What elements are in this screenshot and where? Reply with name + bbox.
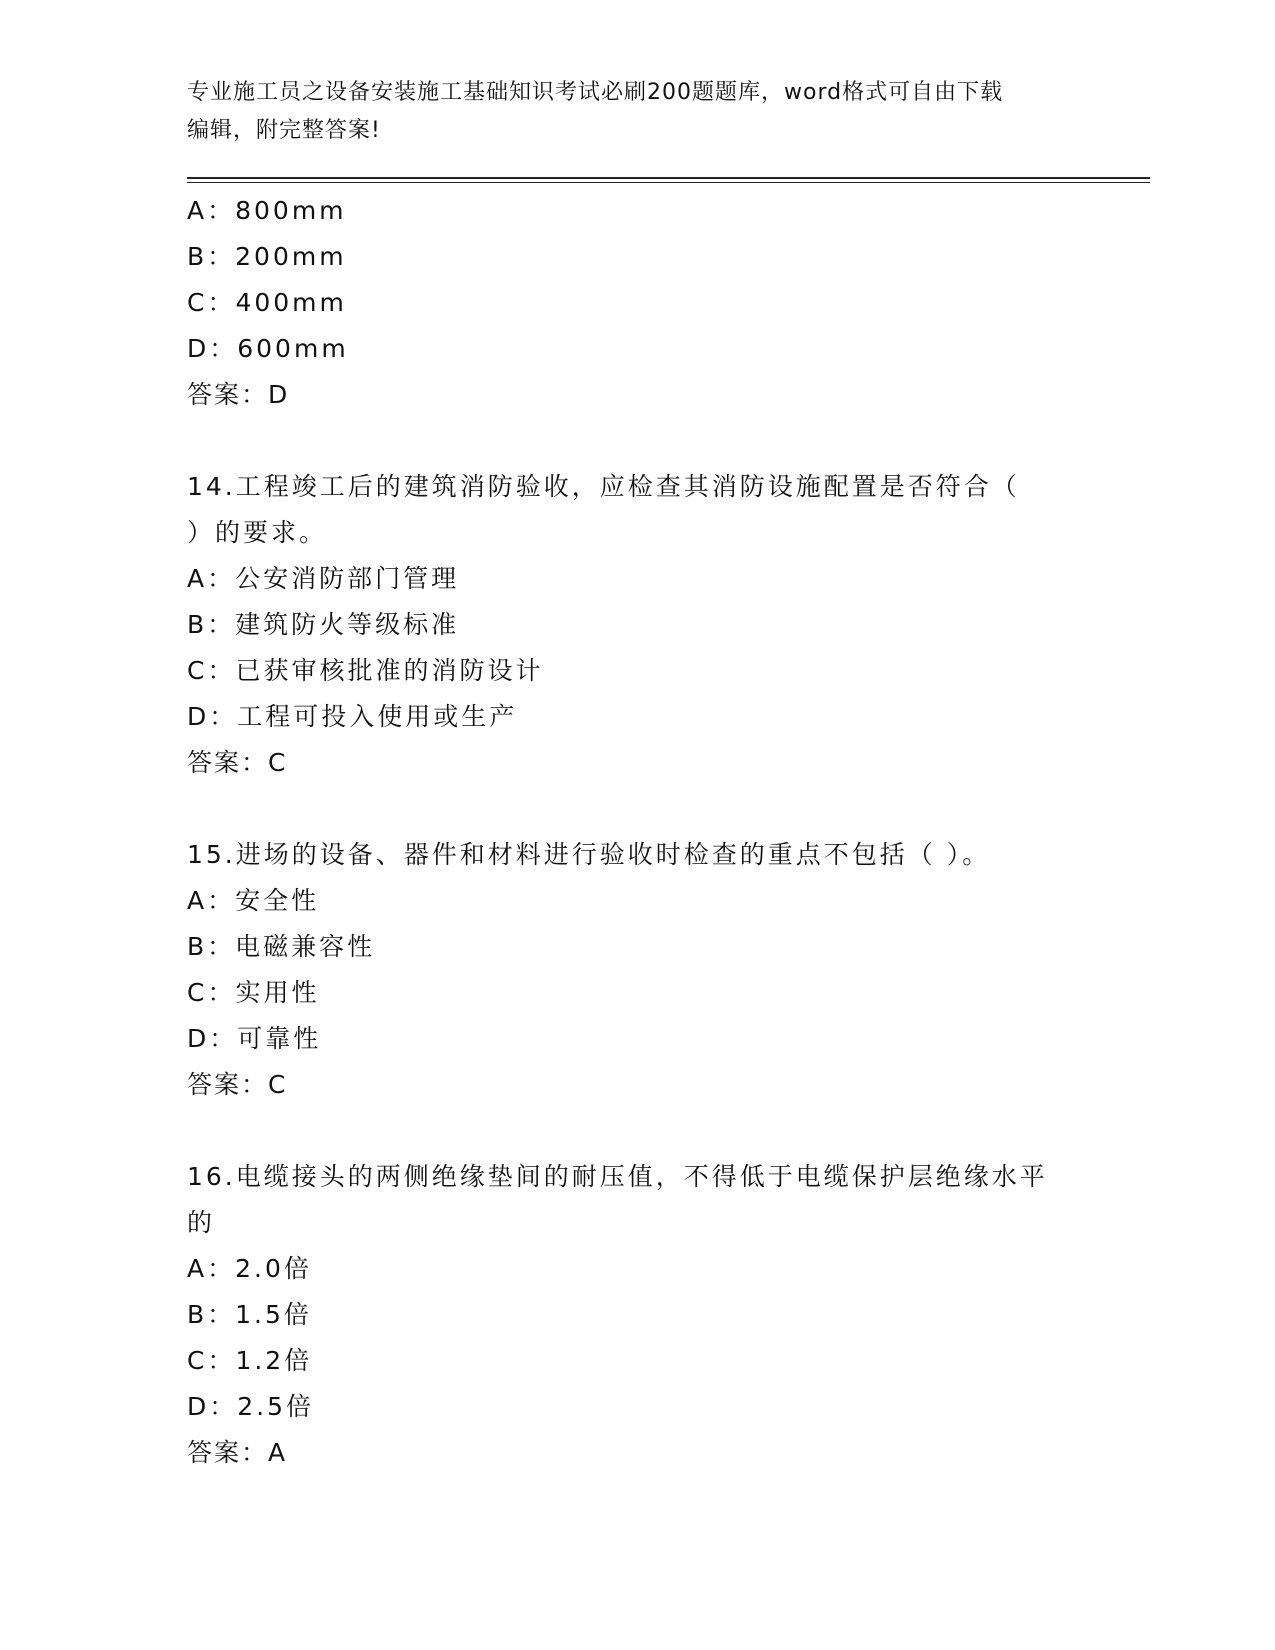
question-15: [187, 832, 1087, 1108]
header-line-2: 编辑，附完整答案!: [187, 118, 381, 143]
q14-stem-line-2: ）的要求。: [187, 518, 328, 547]
q16-stem-line-1: 16.电缆接头的两侧绝缘垫间的耐压值，不得低于电缆保护层绝缘水平: [187, 1162, 1048, 1191]
q15-option-b: B：电磁兼容性: [187, 932, 376, 961]
q15-option-c: C：实用性: [187, 978, 320, 1007]
question-14: [187, 464, 1087, 786]
q14-stem-line-1: 14.工程竣工后的建筑消防验收，应检查其消防设施配置是否符合（: [187, 472, 1020, 501]
question-13: [187, 188, 1087, 418]
document-header: [187, 74, 1087, 150]
q15-option-d: D：可靠性: [187, 1024, 322, 1053]
q16-option-c: C：1.2倍: [187, 1346, 313, 1375]
question-content: [187, 188, 1087, 1476]
q15-answer: 答案：C: [187, 1070, 288, 1099]
q14-option-c: C：已获审核批准的消防设计: [187, 656, 544, 685]
spacer: [187, 786, 1087, 832]
q16-option-b: B：1.5倍: [187, 1300, 312, 1329]
q14-option-d: D：工程可投入使用或生产: [187, 702, 518, 731]
spacer: [187, 418, 1087, 464]
question-16: [187, 1154, 1087, 1476]
q15-stem-line-1: 15.进场的设备、器件和材料进行验收时检查的重点不包括（ ）。: [187, 840, 991, 869]
q13-option-a: A：800mm: [187, 196, 347, 225]
spacer: [187, 1108, 1087, 1154]
q16-stem-line-2: 的: [187, 1208, 216, 1237]
header-divider-thick: [187, 177, 1150, 179]
q13-answer: 答案：D: [187, 380, 290, 409]
q14-option-b: B：建筑防火等级标准: [187, 610, 460, 639]
header-divider-thin: [187, 182, 1150, 183]
q16-option-d: D：2.5倍: [187, 1392, 315, 1421]
q13-option-d: D：600mm: [187, 334, 349, 363]
header-line-1: 专业施工员之设备安装施工基础知识考试必刷200题题库，word格式可自由下载: [187, 80, 1004, 105]
q15-option-a: A：安全性: [187, 886, 320, 915]
q13-option-c: C：400mm: [187, 288, 347, 317]
q13-option-b: B：200mm: [187, 242, 347, 271]
q14-option-a: A：公安消防部门管理: [187, 564, 460, 593]
q16-answer: 答案：A: [187, 1438, 288, 1467]
q14-answer: 答案：C: [187, 748, 288, 777]
q16-option-a: A：2.0倍: [187, 1254, 312, 1283]
